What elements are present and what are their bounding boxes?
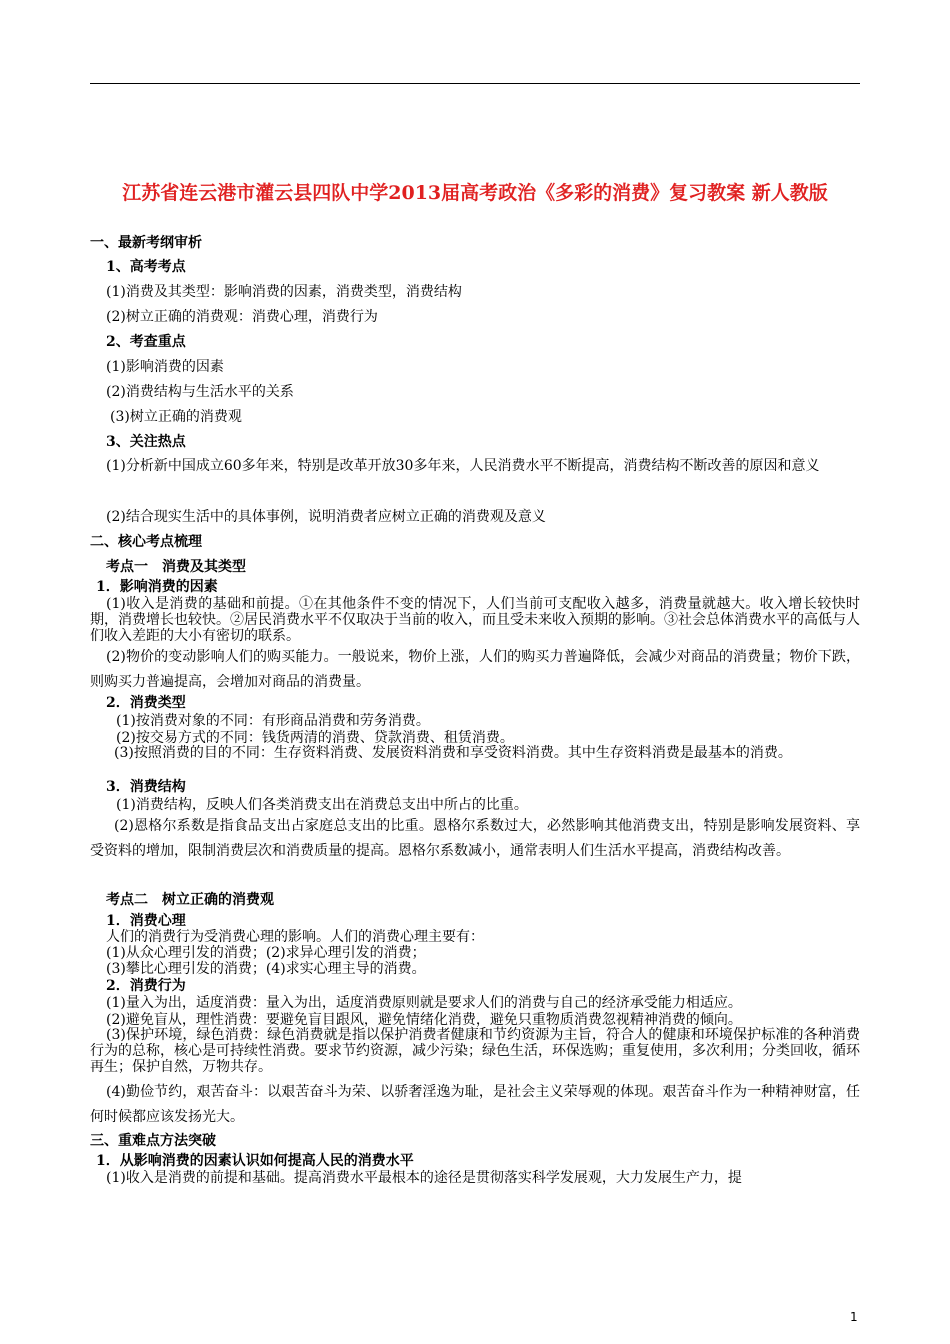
paragraph: (1)分析新中国成立60多年来，特别是改革开放30多年来，人民消费水平不断提高，消费结构不断改善的原因和意义 bbox=[106, 458, 820, 474]
paragraph-line: (1)按消费对象的不同：有形商品消费和劳务消费。 bbox=[116, 713, 430, 729]
paragraph-line: (1)量入为出，适度消费：量入为出，适度消费原则就是要求人们的消费与自己的经济承受能力相适应。 bbox=[106, 995, 742, 1011]
item-heading: 1．消费心理 bbox=[106, 913, 186, 929]
section-heading: 一、最新考纲审析 bbox=[90, 235, 202, 251]
paragraph: (1)收入是消费的基础和前提。①在其他条件不变的情况下，人们当前可支配收入越多，消费量就越大。收入增长较快时期，消费增长也较快。②居民消费水平不仅取决于当前的收入，而且受未来收入预期的影响。③社会总体消费水平的高低与人们收入差距的大小有密切的联系。 bbox=[90, 596, 860, 644]
paragraph: (3)保护环境，绿色消费：绿色消费就是指以保护消费者健康和节约资源为主旨，符合人的健康和环境保护标准的各种消费行为的总称，核心是可持续性消费。要求节约资源，减少污染；绿色生活，环保选购；重复使用，多次利用；分类回收，循环再生；保护自然，万物共存。 bbox=[90, 1027, 860, 1075]
paragraph-line: (1)收入是消费的前提和基础。提高消费水平最根本的途径是贯彻落实科学发展观，大力发展生产力，提 bbox=[106, 1170, 742, 1186]
page-number: 1 bbox=[850, 1310, 858, 1324]
subsection-heading: 2、考查重点 bbox=[106, 334, 186, 350]
paragraph-line: (3)攀比心理引发的消费；(4)求实心理主导的消费。 bbox=[106, 961, 426, 977]
paragraph-line: (3)树立正确的消费观 bbox=[110, 409, 242, 425]
section-heading: 二、核心考点梳理 bbox=[90, 534, 202, 550]
item-heading: 2．消费类型 bbox=[106, 695, 186, 711]
paragraph-line: (1)消费结构，反映人们各类消费支出在消费总支出中所占的比重。 bbox=[116, 797, 528, 813]
item-heading: 1．影响消费的因素 bbox=[96, 579, 218, 595]
topic-heading: 考点一 消费及其类型 bbox=[106, 559, 246, 575]
subsection-heading: 1、高考考点 bbox=[106, 259, 186, 275]
paragraph-line: 人们的消费行为受消费心理的影响。人们的消费心理主要有： bbox=[106, 929, 484, 945]
item-heading: 3．消费结构 bbox=[106, 779, 186, 795]
paragraph-line: (2)结合现实生活中的具体事例，说明消费者应树立正确的消费观及意义 bbox=[106, 509, 546, 525]
paragraph: (2)物价的变动影响人们的购买能力。一般说来，物价上涨，人们的购买力普遍降低，会减少对商品的消费量；物价下跌，则购买力普遍提高，会增加对商品的消费量。 bbox=[90, 649, 860, 690]
header-rule bbox=[90, 83, 860, 84]
topic-heading: 考点二 树立正确的消费观 bbox=[106, 892, 274, 908]
paragraph-line: (2)按交易方式的不同：钱货两清的消费、贷款消费、租赁消费。 bbox=[116, 730, 514, 746]
paragraph: (3)按照消费的目的不同：生存资料消费、发展资料消费和享受资料消费。其中生存资料消费是最基本的消费。 bbox=[114, 745, 792, 761]
subsection-heading: 3、关注热点 bbox=[106, 434, 186, 450]
item-heading: 1．从影响消费的因素认识如何提高人民的消费水平 bbox=[96, 1153, 414, 1169]
paragraph: (4)勤俭节约，艰苦奋斗：以艰苦奋斗为荣、以骄奢淫逸为耻，是社会主义荣辱观的体现。艰苦奋斗作为一种精神财富，任何时候都应该发扬光大。 bbox=[90, 1084, 860, 1125]
paragraph-line: (2)树立正确的消费观：消费心理，消费行为 bbox=[106, 309, 378, 325]
paragraph: (2)恩格尔系数是指食品支出占家庭总支出的比重。恩格尔系数过大，必然影响其他消费支出，特别是影响发展资料、享受资料的增加，限制消费层次和消费质量的提高。恩格尔系数减小，通常表明人们生活水平提高，消费结构改善。 bbox=[90, 818, 860, 859]
paragraph-line: (2)避免盲从，理性消费：要避免盲目跟风，避免情绪化消费，避免只重物质消费忽视精神消费的倾向。 bbox=[106, 1012, 742, 1028]
section-heading: 三、重难点方法突破 bbox=[90, 1133, 216, 1149]
item-heading: 2．消费行为 bbox=[106, 978, 186, 994]
paragraph-line: (2)消费结构与生活水平的关系 bbox=[106, 384, 294, 400]
paragraph-line: (1)消费及其类型：影响消费的因素，消费类型，消费结构 bbox=[106, 284, 462, 300]
paragraph-line: (1)从众心理引发的消费；(2)求异心理引发的消费； bbox=[106, 945, 426, 961]
paragraph-line: (1)影响消费的因素 bbox=[106, 359, 224, 375]
document-title: 江苏省连云港市灌云县四队中学2013届高考政治《多彩的消费》复习教案 新人教版 bbox=[122, 182, 828, 204]
